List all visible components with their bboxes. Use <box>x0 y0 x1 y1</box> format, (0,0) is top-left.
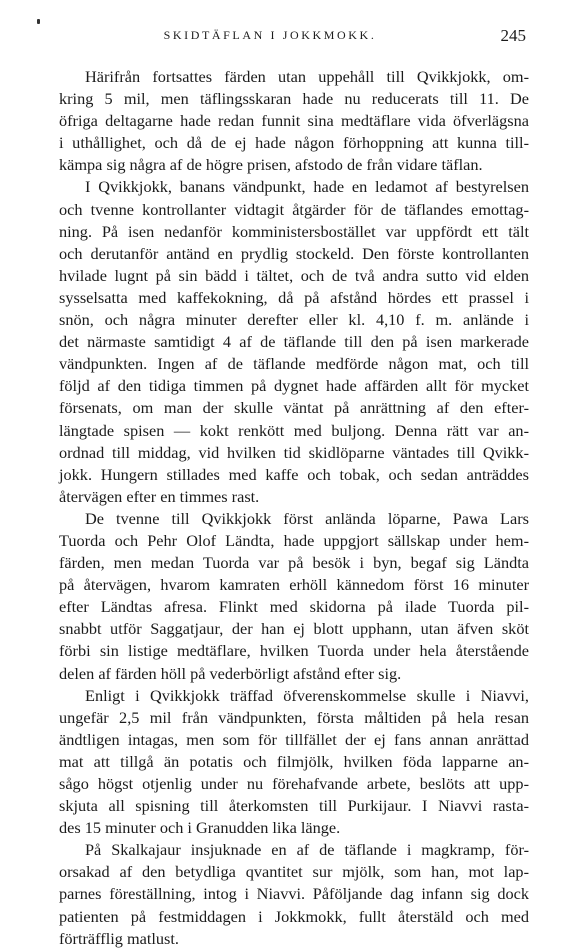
text-line: De tvenne till Qvikkjokk först anlända löparne, Pawa Lars <box>85 508 529 528</box>
text-line: snabbt utför Saggatjaur, der han ej blott upphann, utan äfven sköt <box>59 619 529 639</box>
text-line: skjuta all spisning till återkomsten till Purkijaur. I Niavvi rasta- <box>59 796 529 816</box>
page-number: 245 <box>500 26 526 45</box>
text-line: ändtligen intagas, men som för tillfället der ej fans annan anrättad <box>59 729 529 749</box>
text-line: återvägen efter en timmes rast. <box>59 486 260 506</box>
text-line: och derutanför antänd en prydlig stockeld. Den förste kontrollanten <box>59 243 529 263</box>
text-line: det närmaste samtidigt 4 af de täflande till den på isen markerade <box>59 332 529 352</box>
text-line: Tuorda och Pehr Olof Ländta, hade uppgjort sällskap under hem- <box>59 530 529 550</box>
text-line: i uthållighet, och då de ej hade någon förhoppning att kunna till- <box>59 133 529 153</box>
text-line: förträfflig matlust. <box>59 928 179 948</box>
text-line: Enligt i Qvikkjokk träffad öfverenskommelse skulle i Niavvi, <box>85 685 529 705</box>
text-line: ning. På isen nedanför komministersbostället var uppfördt ett tält <box>59 221 529 241</box>
text-line: förbi sin listige medtäflare, hvilken Tuorda under hela återstående <box>59 641 529 661</box>
text-line: delen af färden höll på vederbörligt afstånd efter sig. <box>59 663 402 683</box>
text-line: sågo högst otjenlig under nu förehafvande arbete, beslöts att upp- <box>59 774 529 793</box>
text-line: kring 5 mil, men täflingsskaran hade nu reducerats till 11. De <box>59 89 529 109</box>
text-line: I Qvikkjokk, banans vändpunkt, hade en ledamot af bestyrelsen <box>85 177 529 197</box>
text-line: snön, och några minuter derefter eller kl. 4,10 f. m. anlände i <box>59 310 529 330</box>
text-line: öfriga deltagarne hade redan funnit sina medtäflare vida öfverlägsna <box>59 111 529 131</box>
paragraph <box>59 685 529 840</box>
text-line: Härifrån fortsattes färden utan uppehåll till Qvikkjokk, om- <box>85 67 529 86</box>
body-text <box>59 66 529 950</box>
text-line: på återvägen, hvarom kamraten erhöll kännedom först 16 minuter <box>59 575 529 595</box>
paragraph <box>59 839 529 949</box>
text-line: följd af den tidiga timmen på dygnet hade affärden allt för mycket <box>59 376 529 396</box>
running-title: SKIDTÄFLAN I JOKKMOKK. <box>163 28 377 42</box>
text-line: jokk. Hungern stillades med kaffe och tobak, och sedan anträddes <box>59 464 529 484</box>
text-line: ordnad till middag, vid hvilken tid skidlöparne väntades till Qvikk- <box>59 442 529 462</box>
text-line: hvilade lugnt på sin bädd i tältet, och de två andra sutto vid elden <box>59 265 529 285</box>
text-line: des 15 minuter och i Granudden lika länge. <box>59 818 341 838</box>
text-line: vändpunkten. Ingen af de täflande medförde någon mat, och till <box>59 354 529 374</box>
text-line: och tvenne kontrollanter vidtagit åtgärder för de täflandes emottag- <box>59 199 529 219</box>
paragraph <box>59 508 529 685</box>
paragraph <box>59 176 529 507</box>
text-line: mat att tillgå än potatis och filmjölk, hvilken föda lapparne an- <box>59 751 529 771</box>
text-line: sysselsatta med kaffekokning, då på afstånd hördes ett prassel i <box>59 287 529 307</box>
text-line: försenats, om man der skulle väntat på anrättning af den efter- <box>59 398 529 418</box>
text-line: På Skalkajaur insjuknade en af de täflande i magkramp, för- <box>85 840 529 860</box>
text-line: efter Ländtas afresa. Flinkt med skidorna på ilade Tuorda pil- <box>59 597 529 617</box>
text-line: färden, men medan Tuorda var på besök i byn, begaf sig Ländta <box>59 553 529 573</box>
text-line: ungefär 2,5 mil från vändpunkten, första måltiden på hela resan <box>59 707 529 727</box>
text-line: längtade spisen — kokt renkött med buljong. Denna rätt var an- <box>59 420 529 440</box>
ink-speck <box>37 19 40 24</box>
paragraph <box>59 66 529 176</box>
text-line: orsakad af den betydliga qvantitet sur mjölk, som han, mot lap- <box>59 862 529 882</box>
text-line: patienten på festmiddagen i Jokkmokk, fullt återstäld och med <box>59 906 529 926</box>
text-line: parnes föreställning, intog i Niavvi. Påföljande dag infann sig dock <box>59 884 529 904</box>
text-line: kämpa sig några af de högre prisen, afstodo de från vidare täflan. <box>59 155 483 175</box>
